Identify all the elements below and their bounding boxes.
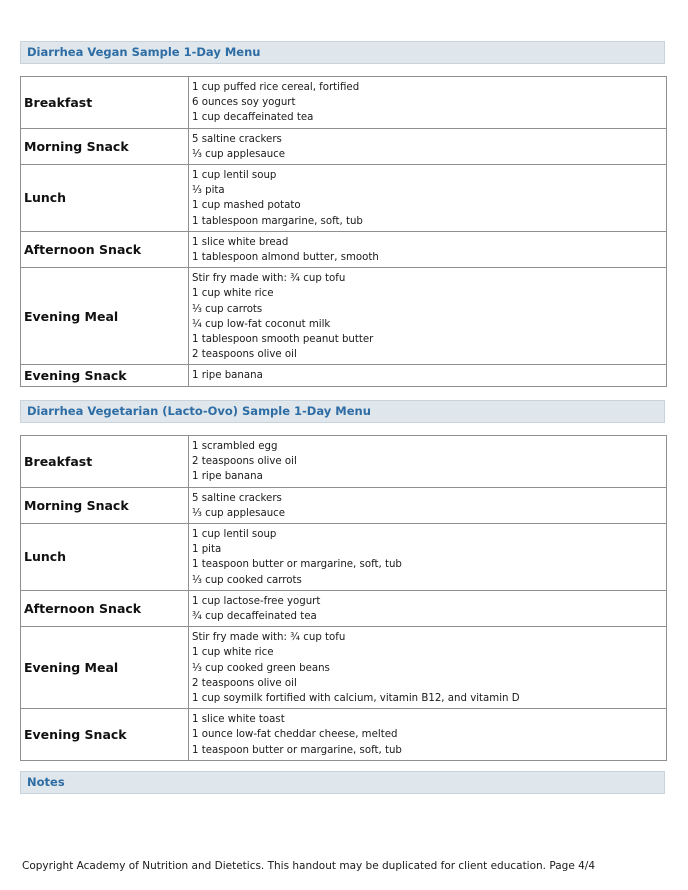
meal-item: 1 cup white rice — [192, 288, 274, 300]
meal-item: 1 pita — [192, 544, 222, 556]
meal-item: 1 slice white toast — [192, 714, 285, 726]
meal-item: 1 tablespoon margarine, soft, tub — [192, 215, 363, 227]
meal-item: 1 tablespoon almond butter, smooth — [192, 252, 379, 264]
meal-item: 5 saltine crackers — [192, 133, 282, 145]
meal-item: 2 teaspoons olive oil — [192, 349, 297, 361]
meal-item: 1 cup puffed rice cereal, fortified — [192, 82, 360, 93]
menu-row — [21, 709, 667, 761]
meal-item: 1 cup lentil soup — [192, 529, 277, 541]
meal-items — [189, 365, 667, 386]
vegan-menu-table — [20, 76, 667, 387]
meal-items — [189, 77, 667, 129]
meal-item: ⅓ cup carrots — [192, 303, 263, 315]
menu-row — [21, 627, 667, 709]
menu-row — [21, 487, 667, 523]
meal-items — [189, 487, 667, 523]
meal-name: Evening Meal — [21, 268, 189, 365]
meal-items — [189, 709, 667, 761]
meal-name: Evening Meal — [21, 627, 189, 709]
meal-item: 1 cup lactose-free yogurt — [192, 595, 321, 607]
meal-name: Breakfast — [21, 436, 189, 488]
meal-name: Lunch — [21, 524, 189, 591]
copyright-footer: Copyright Academy of Nutrition and Dietetics. This handout may be duplicated for client education. Page 4/4 — [22, 860, 596, 872]
meal-item: 6 ounces soy yogurt — [192, 97, 296, 109]
meal-items — [189, 524, 667, 591]
meal-items — [189, 627, 667, 709]
vegan-menu-title: Diarrhea Vegan Sample 1-Day Menu — [20, 41, 665, 64]
meal-item: 5 saltine crackers — [192, 492, 282, 504]
vegetarian-menu-title: Diarrhea Vegetarian (Lacto-Ovo) Sample 1-Day Menu — [20, 400, 665, 423]
vegetarian-menu-table — [20, 435, 667, 761]
vegetarian-menu-body — [21, 436, 667, 761]
notes-title: Notes — [20, 771, 665, 794]
meal-name: Lunch — [21, 165, 189, 232]
meal-item: 1 teaspoon butter or margarine, soft, tub — [192, 559, 402, 571]
meal-item: Stir fry made with: ¾ cup tofu — [192, 632, 346, 644]
meal-item: ¼ cup low-fat coconut milk — [192, 318, 331, 330]
menu-row — [21, 590, 667, 626]
meal-item: ⅓ cup cooked green beans — [192, 662, 330, 674]
meal-item: 1 ripe banana — [192, 471, 263, 483]
menu-row — [21, 128, 667, 164]
meal-item: 2 teaspoons olive oil — [192, 456, 297, 468]
meal-item: 1 cup lentil soup — [192, 170, 277, 182]
meal-item: 1 ripe banana — [192, 370, 263, 382]
meal-name: Morning Snack — [21, 128, 189, 164]
meal-item: 2 teaspoons olive oil — [192, 677, 297, 689]
menu-row — [21, 436, 667, 488]
meal-item: 1 slice white bread — [192, 236, 289, 248]
meal-items — [189, 268, 667, 365]
meal-item: ⅓ pita — [192, 185, 225, 197]
menu-row — [21, 268, 667, 365]
meal-item: 1 cup white rice — [192, 647, 274, 659]
meal-item: 1 cup mashed potato — [192, 200, 301, 212]
menu-row — [21, 524, 667, 591]
menu-row — [21, 231, 667, 267]
meal-item: ⅓ cup cooked carrots — [192, 574, 302, 586]
meal-name: Morning Snack — [21, 487, 189, 523]
meal-item: ¾ cup decaffeinated tea — [192, 611, 317, 623]
meal-name: Breakfast — [21, 77, 189, 129]
meal-item: ⅓ cup applesauce — [192, 148, 286, 160]
meal-items — [189, 436, 667, 488]
menu-row — [21, 165, 667, 232]
meal-name: Evening Snack — [21, 709, 189, 761]
meal-name: Afternoon Snack — [21, 231, 189, 267]
meal-item: 1 cup soymilk fortified with calcium, vitamin B12, and vitamin D — [192, 693, 520, 705]
meal-item: 1 cup decaffeinated tea — [192, 112, 314, 124]
meal-items — [189, 590, 667, 626]
menu-row — [21, 365, 667, 386]
meal-name: Evening Snack — [21, 365, 189, 386]
menu-row — [21, 77, 667, 129]
meal-item: Stir fry made with: ¾ cup tofu — [192, 273, 346, 285]
meal-item: 1 scrambled egg — [192, 441, 278, 452]
meal-item: 1 teaspoon butter or margarine, soft, tub — [192, 744, 402, 756]
meal-items — [189, 231, 667, 267]
vegan-menu-body — [21, 77, 667, 387]
meal-item: ⅓ cup applesauce — [192, 507, 286, 519]
meal-name: Afternoon Snack — [21, 590, 189, 626]
meal-items — [189, 128, 667, 164]
meal-item: 1 ounce low-fat cheddar cheese, melted — [192, 729, 398, 741]
meal-item: 1 tablespoon smooth peanut butter — [192, 334, 374, 346]
meal-items — [189, 165, 667, 232]
